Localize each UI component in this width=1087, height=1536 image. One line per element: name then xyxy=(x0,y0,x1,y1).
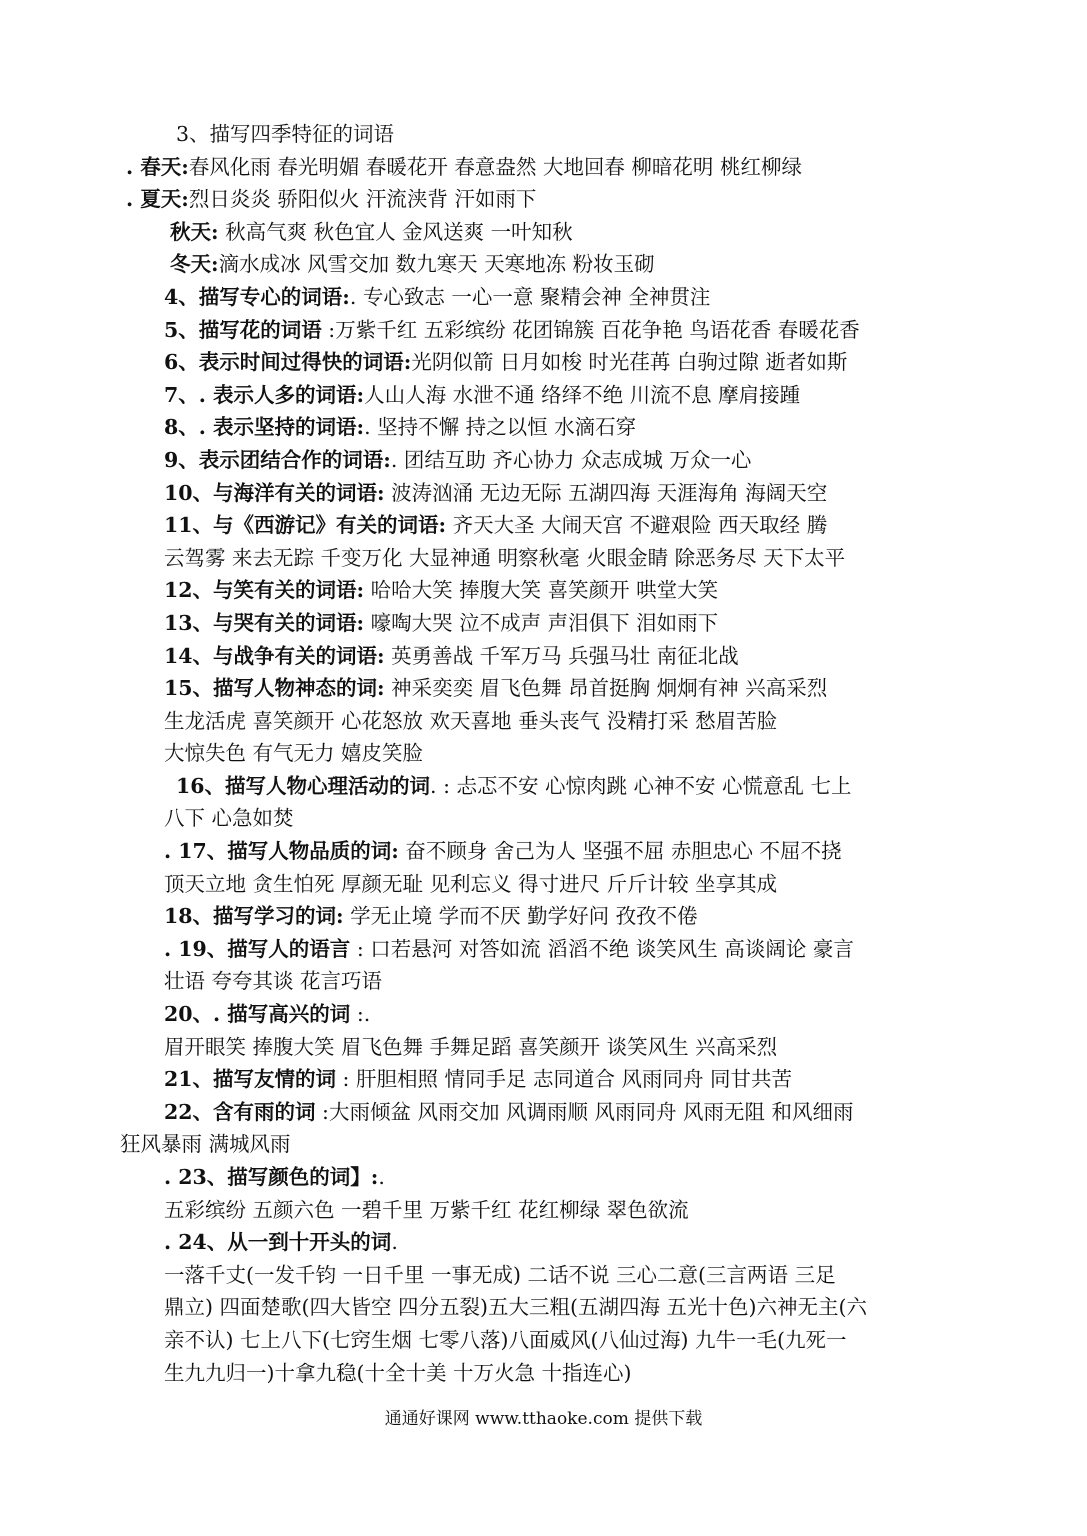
text-line: 生龙活虎 喜笑颜开 心花怒放 欢天喜地 垂头丧气 没精打采 愁眉苦脸 xyxy=(164,708,778,733)
text-line: 6、表示时间过得快的词语:光阴似箭 日月如梭 时光荏苒 白驹过隙 逝者如斯 xyxy=(164,350,848,375)
text-line: 11、与《西游记》有关的词语: 齐天大圣 大闹天宫 不避艰险 西天取经 腾 xyxy=(164,513,828,538)
line-heading: 22、含有雨的词 xyxy=(164,1099,316,1124)
text-line: 18、描写学习的词: 学无止境 学而不厌 勤学好问 孜孜不倦 xyxy=(164,904,698,929)
line-heading: 6、表示时间过得快的词语: xyxy=(164,350,412,375)
line-heading: 秋天: xyxy=(170,219,219,244)
text-line: 13、与哭有关的词语: 嚎啕大哭 泣不成声 声泪俱下 泪如雨下 xyxy=(164,610,719,635)
line-heading: 4、描写专心的词语: xyxy=(164,284,350,309)
text-line: . 17、描写人物品质的词: 奋不顾身 舍己为人 坚强不屈 赤胆忠心 不屈不挠 xyxy=(164,839,842,864)
text-line: 21、描写友情的词 : 肝胆相照 情同手足 志同道合 风雨同舟 同甘共苦 xyxy=(164,1067,793,1092)
line-heading: 18、描写学习的词: xyxy=(164,904,344,929)
text-line: 4、描写专心的词语:. 专心致志 一心一意 聚精会神 全神贯注 xyxy=(164,284,711,309)
text-line: 鼎立) 四面楚歌(四大皆空 四分五裂)五大三粗(五湖四海 五光十色)六神无主(六 xyxy=(164,1295,868,1320)
text-line: 秋天: 秋高气爽 秋色宜人 金风送爽 一叶知秋 xyxy=(170,219,573,244)
line-heading: . 夏天: xyxy=(126,187,189,212)
text-line: 15、描写人物神态的词: 神采奕奕 眉飞色舞 昂首挺胸 炯炯有神 兴高采烈 xyxy=(164,676,828,701)
line-heading: . 17、描写人物品质的词: xyxy=(164,839,399,864)
line-heading: 9、表示团结合作的词语: xyxy=(164,447,391,472)
text-line: . 24、从一到十开头的词. xyxy=(164,1230,398,1255)
text-line: 22、含有雨的词 :大雨倾盆 风雨交加 风调雨顺 风雨同舟 风雨无阻 和风细雨 xyxy=(164,1099,854,1124)
text-line: 顶天立地 贪生怕死 厚颜无耻 见利忘义 得寸进尺 斤斤计较 坐享其成 xyxy=(164,871,778,896)
line-heading: 冬天: xyxy=(170,252,219,277)
text-line: 亲不认) 七上八下(七窍生烟 七零八落)八面威风(八仙过海) 九牛一毛(九死一 xyxy=(164,1327,847,1352)
text-line: 16、描写人物心理活动的词. : 忐忑不安 心惊肉跳 心神不安 心慌意乱 七上 xyxy=(176,773,852,798)
text-line: 生九九归一)十拿九稳(十全十美 十万火急 十指连心) xyxy=(164,1360,632,1385)
line-heading: 16、描写人物心理活动的词 xyxy=(176,773,431,798)
line-heading: . 春天: xyxy=(126,154,189,179)
text-line: 3、描写四季特征的词语 xyxy=(176,122,395,146)
document-body xyxy=(120,118,976,1389)
text-line: 7、. 表示人多的词语:人山人海 水泄不通 络绎不绝 川流不息 摩肩接踵 xyxy=(164,382,801,407)
line-heading: 14、与战争有关的词语: xyxy=(164,643,385,668)
text-line: 20、. 描写高兴的词 :. xyxy=(164,1002,371,1027)
text-line: 冬天:滴水成冰 风雪交加 数九寒天 天寒地冻 粉妆玉砌 xyxy=(170,252,655,277)
text-line: 狂风暴雨 满城风雨 xyxy=(120,1132,291,1157)
line-heading: 7、. 表示人多的词语: xyxy=(164,382,365,407)
line-heading: 5、描写花的词语 xyxy=(164,317,322,342)
text-line: 壮语 夸夸其谈 花言巧语 xyxy=(164,969,383,994)
text-line: 大惊失色 有气无力 嬉皮笑脸 xyxy=(164,741,424,766)
line-heading: . 23、描写颜色的词】: xyxy=(164,1165,379,1189)
page-footer: 通通好课网 www.tthaoke.com 提供下载 xyxy=(384,1409,703,1429)
line-heading: 21、描写友情的词 xyxy=(164,1067,337,1092)
text-line: . 19、描写人的语言 : 口若悬河 对答如流 滔滔不绝 谈笑风生 高谈阔论 豪言 xyxy=(164,936,854,961)
line-heading: 10、与海洋有关的词语: xyxy=(164,480,385,505)
line-heading: 12、与笑有关的词语: xyxy=(164,578,365,603)
text-line: 8、. 表示坚持的词语:. 坚持不懈 持之以恒 水滴石穿 xyxy=(164,415,637,440)
text-line: 10、与海洋有关的词语: 波涛汹涌 无边无际 五湖四海 天涯海角 海阔天空 xyxy=(164,480,828,505)
text-line: 5、描写花的词语 :万紫千红 五彩缤纷 花团锦簇 百花争艳 鸟语花香 春暖花香 xyxy=(164,317,860,342)
line-heading: . 19、描写人的语言 xyxy=(164,936,351,961)
text-line: 14、与战争有关的词语: 英勇善战 千军万马 兵强马壮 南征北战 xyxy=(164,643,739,668)
line-heading: 15、描写人物神态的词: xyxy=(164,676,385,701)
text-line: . 夏天:烈日炎炎 骄阳似火 汗流浃背 汗如雨下 xyxy=(126,187,537,212)
text-line: 八下 心急如焚 xyxy=(164,806,294,831)
text-line: 9、表示团结合作的词语:. 团结互助 齐心协力 众志成城 万众一心 xyxy=(164,447,752,472)
text-line: 云驾雾 来去无踪 千变万化 大显神通 明察秋毫 火眼金睛 除恶务尽 天下太平 xyxy=(164,545,846,570)
text-line: . 23、描写颜色的词】:. xyxy=(164,1165,385,1189)
text-line: 五彩缤纷 五颜六色 一碧千里 万紫千红 花红柳绿 翠色欲流 xyxy=(164,1197,689,1222)
line-heading: 13、与哭有关的词语: xyxy=(164,610,365,635)
text-line: 眉开眼笑 捧腹大笑 眉飞色舞 手舞足蹈 喜笑颜开 谈笑风生 兴高采烈 xyxy=(164,1034,778,1059)
line-heading: 11、与《西游记》有关的词语: xyxy=(164,513,447,538)
line-heading: . 24、从一到十开头的词 xyxy=(164,1230,392,1255)
text-line: . 春天:春风化雨 春光明媚 春暖花开 春意盎然 大地回春 柳暗花明 桃红柳绿 xyxy=(126,154,802,179)
text-line: 一落千丈(一发千钧 一日千里 一事无成) 二话不说 三心二意(三言两语 三足 xyxy=(164,1262,836,1287)
text-line: 12、与笑有关的词语: 哈哈大笑 捧腹大笑 喜笑颜开 哄堂大笑 xyxy=(164,578,719,603)
line-heading: 20、. 描写高兴的词 xyxy=(164,1002,351,1027)
line-heading: 8、. 表示坚持的词语: xyxy=(164,415,365,440)
